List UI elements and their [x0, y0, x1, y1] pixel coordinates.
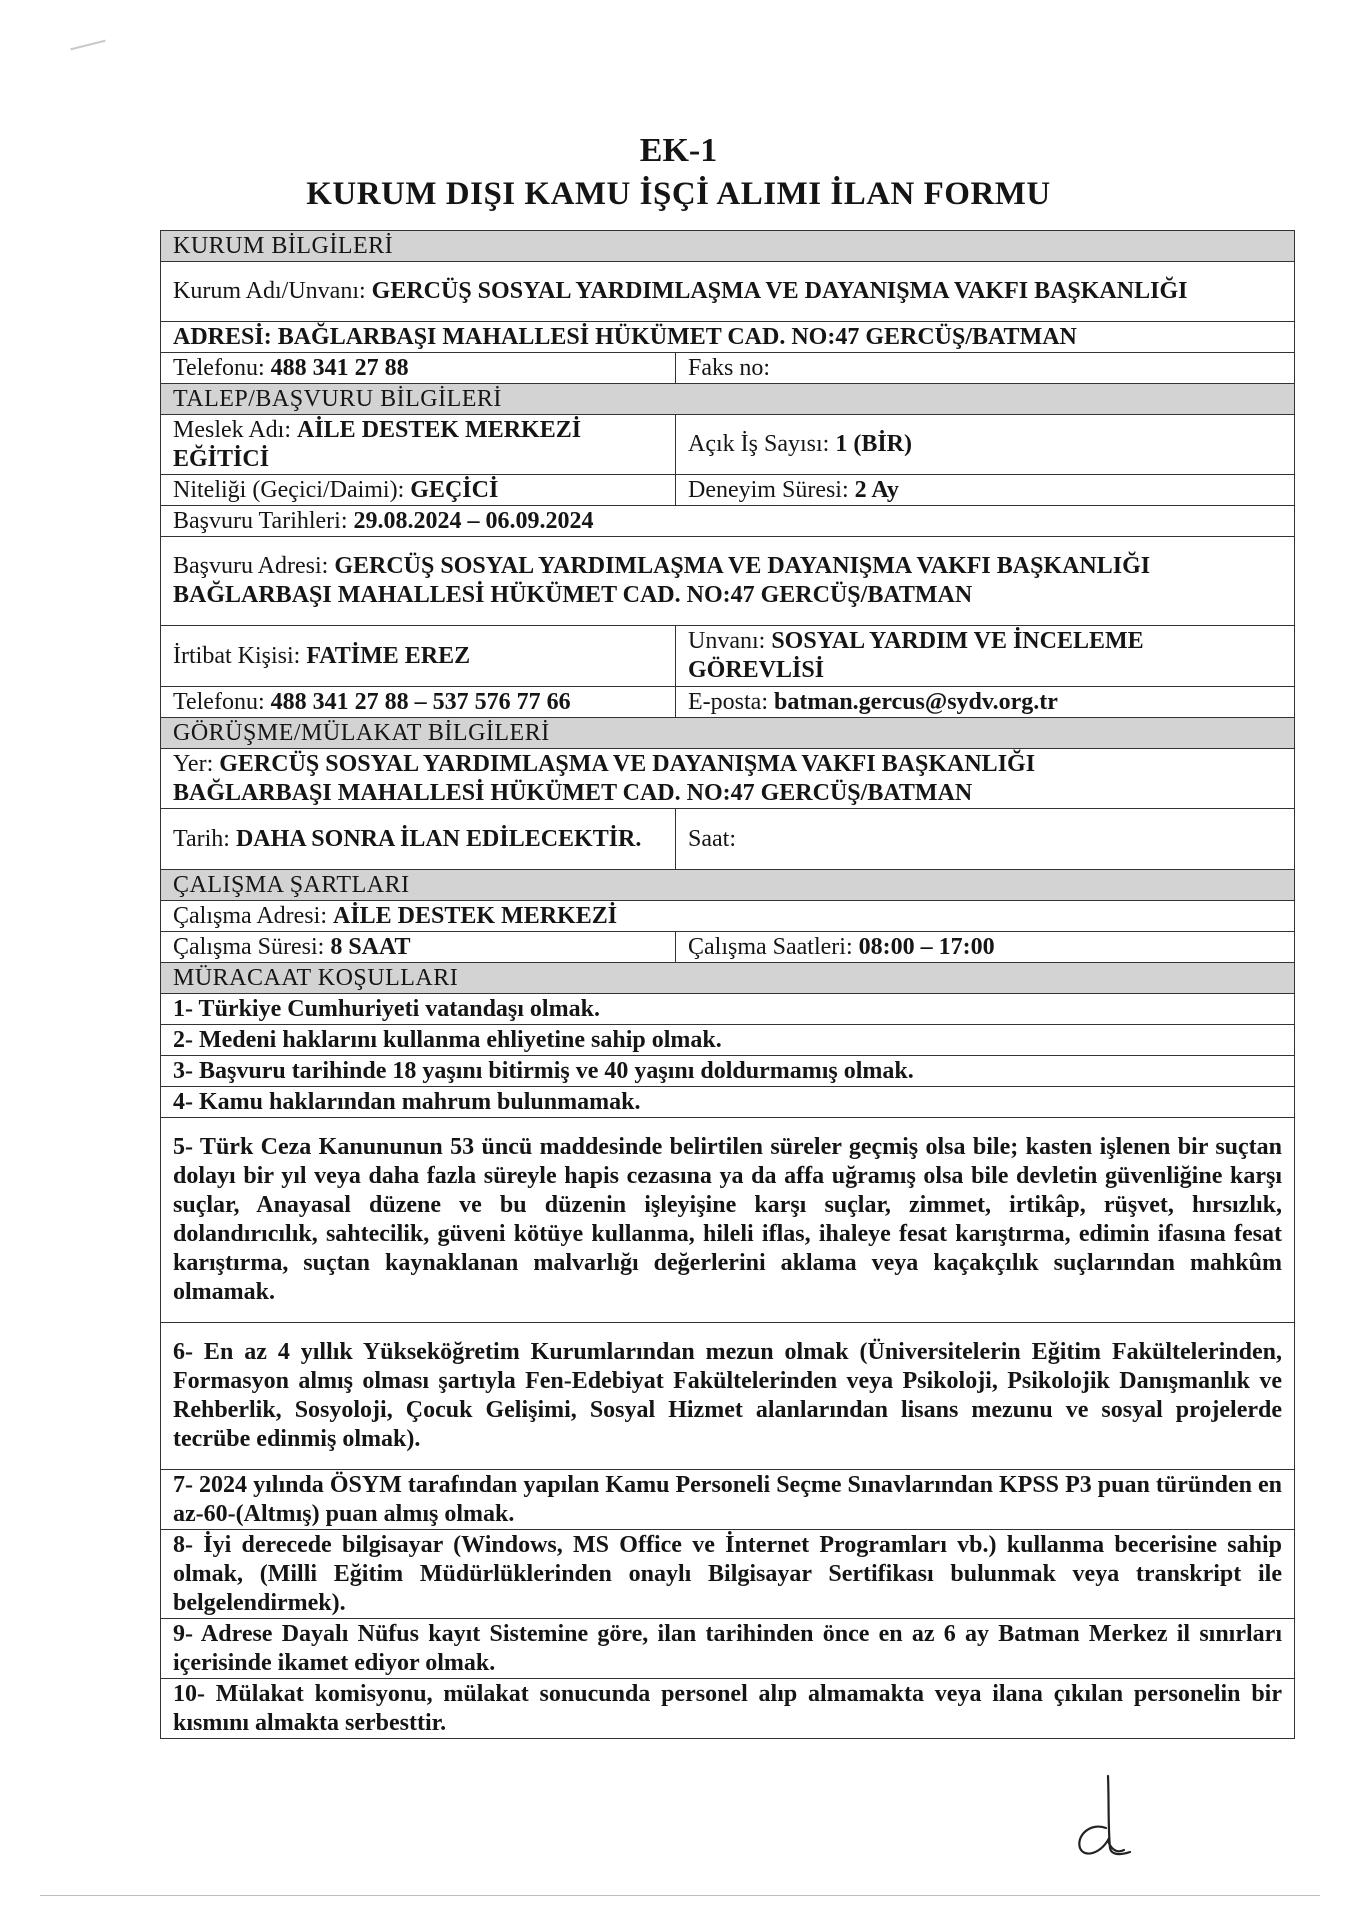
condition-item: 9- Adrese Dayalı Nüfus kayıt Sistemine göre, ilan tarihinden önce en az 6 ay Batman Merkez il sınırları içerisinde ikamet ediyor olmak.: [161, 1619, 1295, 1679]
irtibat-telefon-label: Telefonu:: [173, 688, 265, 715]
mulakat-saat-cell: [676, 809, 1295, 870]
section-talep-basvuru: TALEP/BAŞVURU BİLGİLERİ: [161, 384, 1295, 415]
condition-item: 10- Mülakat komisyonu, mülakat sonucunda personel alıp almamakta veya ilana çıkılan personelin bir kısmını almakta serbesttir.: [161, 1679, 1295, 1739]
calisma-suresi-label: Çalışma Süresi:: [173, 933, 325, 960]
mulakat-yer-cell: [161, 749, 1295, 809]
condition-item: 7- 2024 yılında ÖSYM tarafından yapılan Kamu Personeli Seçme Sınavlarından KPSS P3 puan türünden en az-60-(Altmış) puan almış olmak.: [161, 1470, 1295, 1530]
mulakat-tarih-label: Tarih:: [173, 825, 230, 852]
kurum-telefon-cell: [161, 353, 676, 384]
scan-edge-line: [40, 1895, 1320, 1896]
mulakat-yer-line1: GERCÜŞ SOSYAL YARDIMLAŞMA VE DAYANIŞMA VAKFI BAŞKANLIĞI: [219, 750, 1036, 777]
section-calisma-sartlari: ÇALIŞMA ŞARTLARI: [161, 870, 1295, 901]
kurum-faks-label: Faks no:: [688, 354, 771, 381]
kurum-adres-value: BAĞLARBAŞI MAHALLESİ HÜKÜMET CAD. NO:47 GERCÜŞ/BATMAN: [277, 323, 1077, 350]
condition-item: 4- Kamu haklarından mahrum bulunmamak.: [161, 1087, 1295, 1118]
nitelik-cell: [161, 475, 676, 506]
kurum-telefon-value: 488 341 27 88: [270, 354, 409, 381]
scan-artifact: [70, 40, 105, 51]
kurum-faks-cell: [676, 353, 1295, 384]
condition-item: 3- Başvuru tarihinde 18 yaşını bitirmiş ve 40 yaşını doldurmamış olmak.: [161, 1056, 1295, 1087]
unvan-cell: [676, 626, 1295, 687]
irtibat-telefon-cell: [161, 687, 676, 718]
deneyim-value: 2 Ay: [854, 476, 899, 503]
eposta-label: E-posta:: [688, 688, 768, 715]
irtibat-label: İrtibat Kişisi:: [173, 642, 301, 669]
basvuru-adres-line1: GERCÜŞ SOSYAL YARDIMLAŞMA VE DAYANIŞMA VAKFI BAŞKANLIĞI: [334, 553, 1151, 579]
basvuru-adres-cell: [161, 537, 1295, 626]
eposta-value: batman.gercus@sydv.org.tr: [773, 688, 1058, 715]
document-subtitle: KURUM DIŞI KAMU İŞÇİ ALIMI İLAN FORMU: [306, 176, 1051, 212]
handwritten-signature: [1070, 1770, 1180, 1870]
section-gorusme-mulakat: GÖRÜŞME/MÜLAKAT BİLGİLERİ: [161, 718, 1295, 749]
basvuru-adres-label: Başvuru Adresi:: [173, 553, 329, 579]
acik-is-value: 1 (BİR): [835, 431, 912, 457]
eposta-cell: [676, 687, 1295, 718]
basvuru-tarih-label: Başvuru Tarihleri:: [173, 507, 348, 534]
meslek-label: Meslek Adı:: [173, 416, 291, 443]
deneyim-cell: [676, 475, 1295, 506]
calisma-suresi-value: 8 SAAT: [330, 933, 411, 960]
calisma-adres-value: AİLE DESTEK MERKEZİ: [332, 902, 618, 929]
irtibat-telefon-value: 488 341 27 88 – 537 576 77 66: [270, 688, 571, 715]
kurum-adres-label: ADRESİ:: [173, 323, 272, 350]
condition-item: 2- Medeni haklarını kullanma ehliyetine sahip olmak.: [161, 1025, 1295, 1056]
condition-item: 1- Türkiye Cumhuriyeti vatandaşı olmak.: [161, 994, 1295, 1025]
irtibat-value: FATİME EREZ: [306, 642, 471, 669]
kurum-telefon-label: Telefonu:: [173, 354, 265, 381]
calisma-adres-label: Çalışma Adresi:: [173, 902, 327, 929]
kurum-adres-cell: [161, 322, 1295, 353]
basvuru-tarih-cell: [161, 506, 1295, 537]
mulakat-saat-label: Saat:: [688, 825, 736, 852]
deneyim-label: Deneyim Süresi:: [688, 476, 849, 503]
condition-item: 6- En az 4 yıllık Yükseköğretim Kurumlarından mezun olmak (Üniversitelerin Eğitim Fakültelerinden, Formasyon almış olması şartıyla Fen-Edebiyat Fakültelerinden veya Psikoloji, Psikolojik Danışmanlık ve Rehberlik, Sosyoloji, Çocuk Gelişimi, Sosyal Hizmet alanlarından lisans mezunu ve sosyal projelerde tecrübe edinmiş olmak).: [161, 1323, 1295, 1470]
mulakat-yer-label: Yer:: [173, 750, 214, 777]
basvuru-adres-line2: BAĞLARBAŞI MAHALLESİ HÜKÜMET CAD. NO:47 GERCÜŞ/BATMAN: [173, 582, 973, 608]
meslek-value: AİLE DESTEK MERKEZİ EĞİTİCİ: [173, 416, 582, 472]
unvan-value: SOSYAL YARDIM VE İNCELEME GÖREVLİSİ: [688, 628, 1144, 683]
acik-is-cell: [676, 415, 1295, 475]
calisma-saatleri-label: Çalışma Saatleri:: [688, 933, 853, 960]
acik-is-label: Açık İş Sayısı:: [688, 431, 830, 457]
nitelik-label: Niteliği (Geçici/Daimi):: [173, 476, 405, 503]
calisma-saatleri-cell: [676, 932, 1295, 963]
calisma-saatleri-value: 08:00 – 17:00: [858, 933, 995, 960]
mulakat-tarih-cell: [161, 809, 676, 870]
mulakat-tarih-value: DAHA SONRA İLAN EDİLECEKTİR.: [235, 825, 642, 852]
kurum-adi-value: GERCÜŞ SOSYAL YARDIMLAŞMA VE DAYANIŞMA VAKFI BAŞKANLIĞI: [371, 278, 1188, 304]
condition-item: 8- İyi derecede bilgisayar (Windows, MS Office ve İnternet Programları vb.) kullanma becerisine sahip olmak, (Milli Eğitim Müdürlüklerinden onaylı Bilgisayar Sertifikası bulunmak veya transkript ile belgelendirmek).: [161, 1530, 1295, 1619]
announcement-form: [160, 230, 1295, 1739]
section-muracaat-kosullari: MÜRACAAT KOŞULLARI: [161, 963, 1295, 994]
meslek-cell: [161, 415, 676, 475]
calisma-adres-cell: [161, 901, 1295, 932]
mulakat-yer-line2: BAĞLARBAŞI MAHALLESİ HÜKÜMET CAD. NO:47 GERCÜŞ/BATMAN: [173, 779, 973, 806]
irtibat-cell: [161, 626, 676, 687]
kurum-adi-label: Kurum Adı/Unvanı:: [173, 278, 366, 304]
document-title: EK-1: [639, 132, 718, 169]
basvuru-tarih-value: 29.08.2024 – 06.09.2024: [353, 507, 594, 534]
section-kurum-bilgileri: KURUM BİLGİLERİ: [161, 231, 1295, 262]
condition-item: 5- Türk Ceza Kanununun 53 üncü maddesinde belirtilen süreler geçmiş olsa bile; kasten işlenen bir suçtan dolayı bir yıl veya daha fazla süreyle hapis cezasına ya da affa uğramış olsa bile devletin güvenliğine karşı suçlar, Anayasal düzene ve bu düzenin işleyişine karşı suçlar, zimmet, irtikâp, rüşvet, hırsızlık, dolandırıcılık, sahtecilik, güveni kötüye kullanma, hileli iflas, ihaleye fesat karıştırma, edimin ifasına fesat karıştırma, suçtan kaynaklanan malvarlığı değerlerini aklama veya kaçakçılık suçlarından mahkûm olmamak.: [161, 1118, 1295, 1323]
nitelik-value: GEÇİCİ: [410, 476, 499, 503]
kurum-adi-cell: [161, 262, 1295, 322]
unvan-label: Unvanı:: [688, 628, 766, 654]
calisma-suresi-cell: [161, 932, 676, 963]
